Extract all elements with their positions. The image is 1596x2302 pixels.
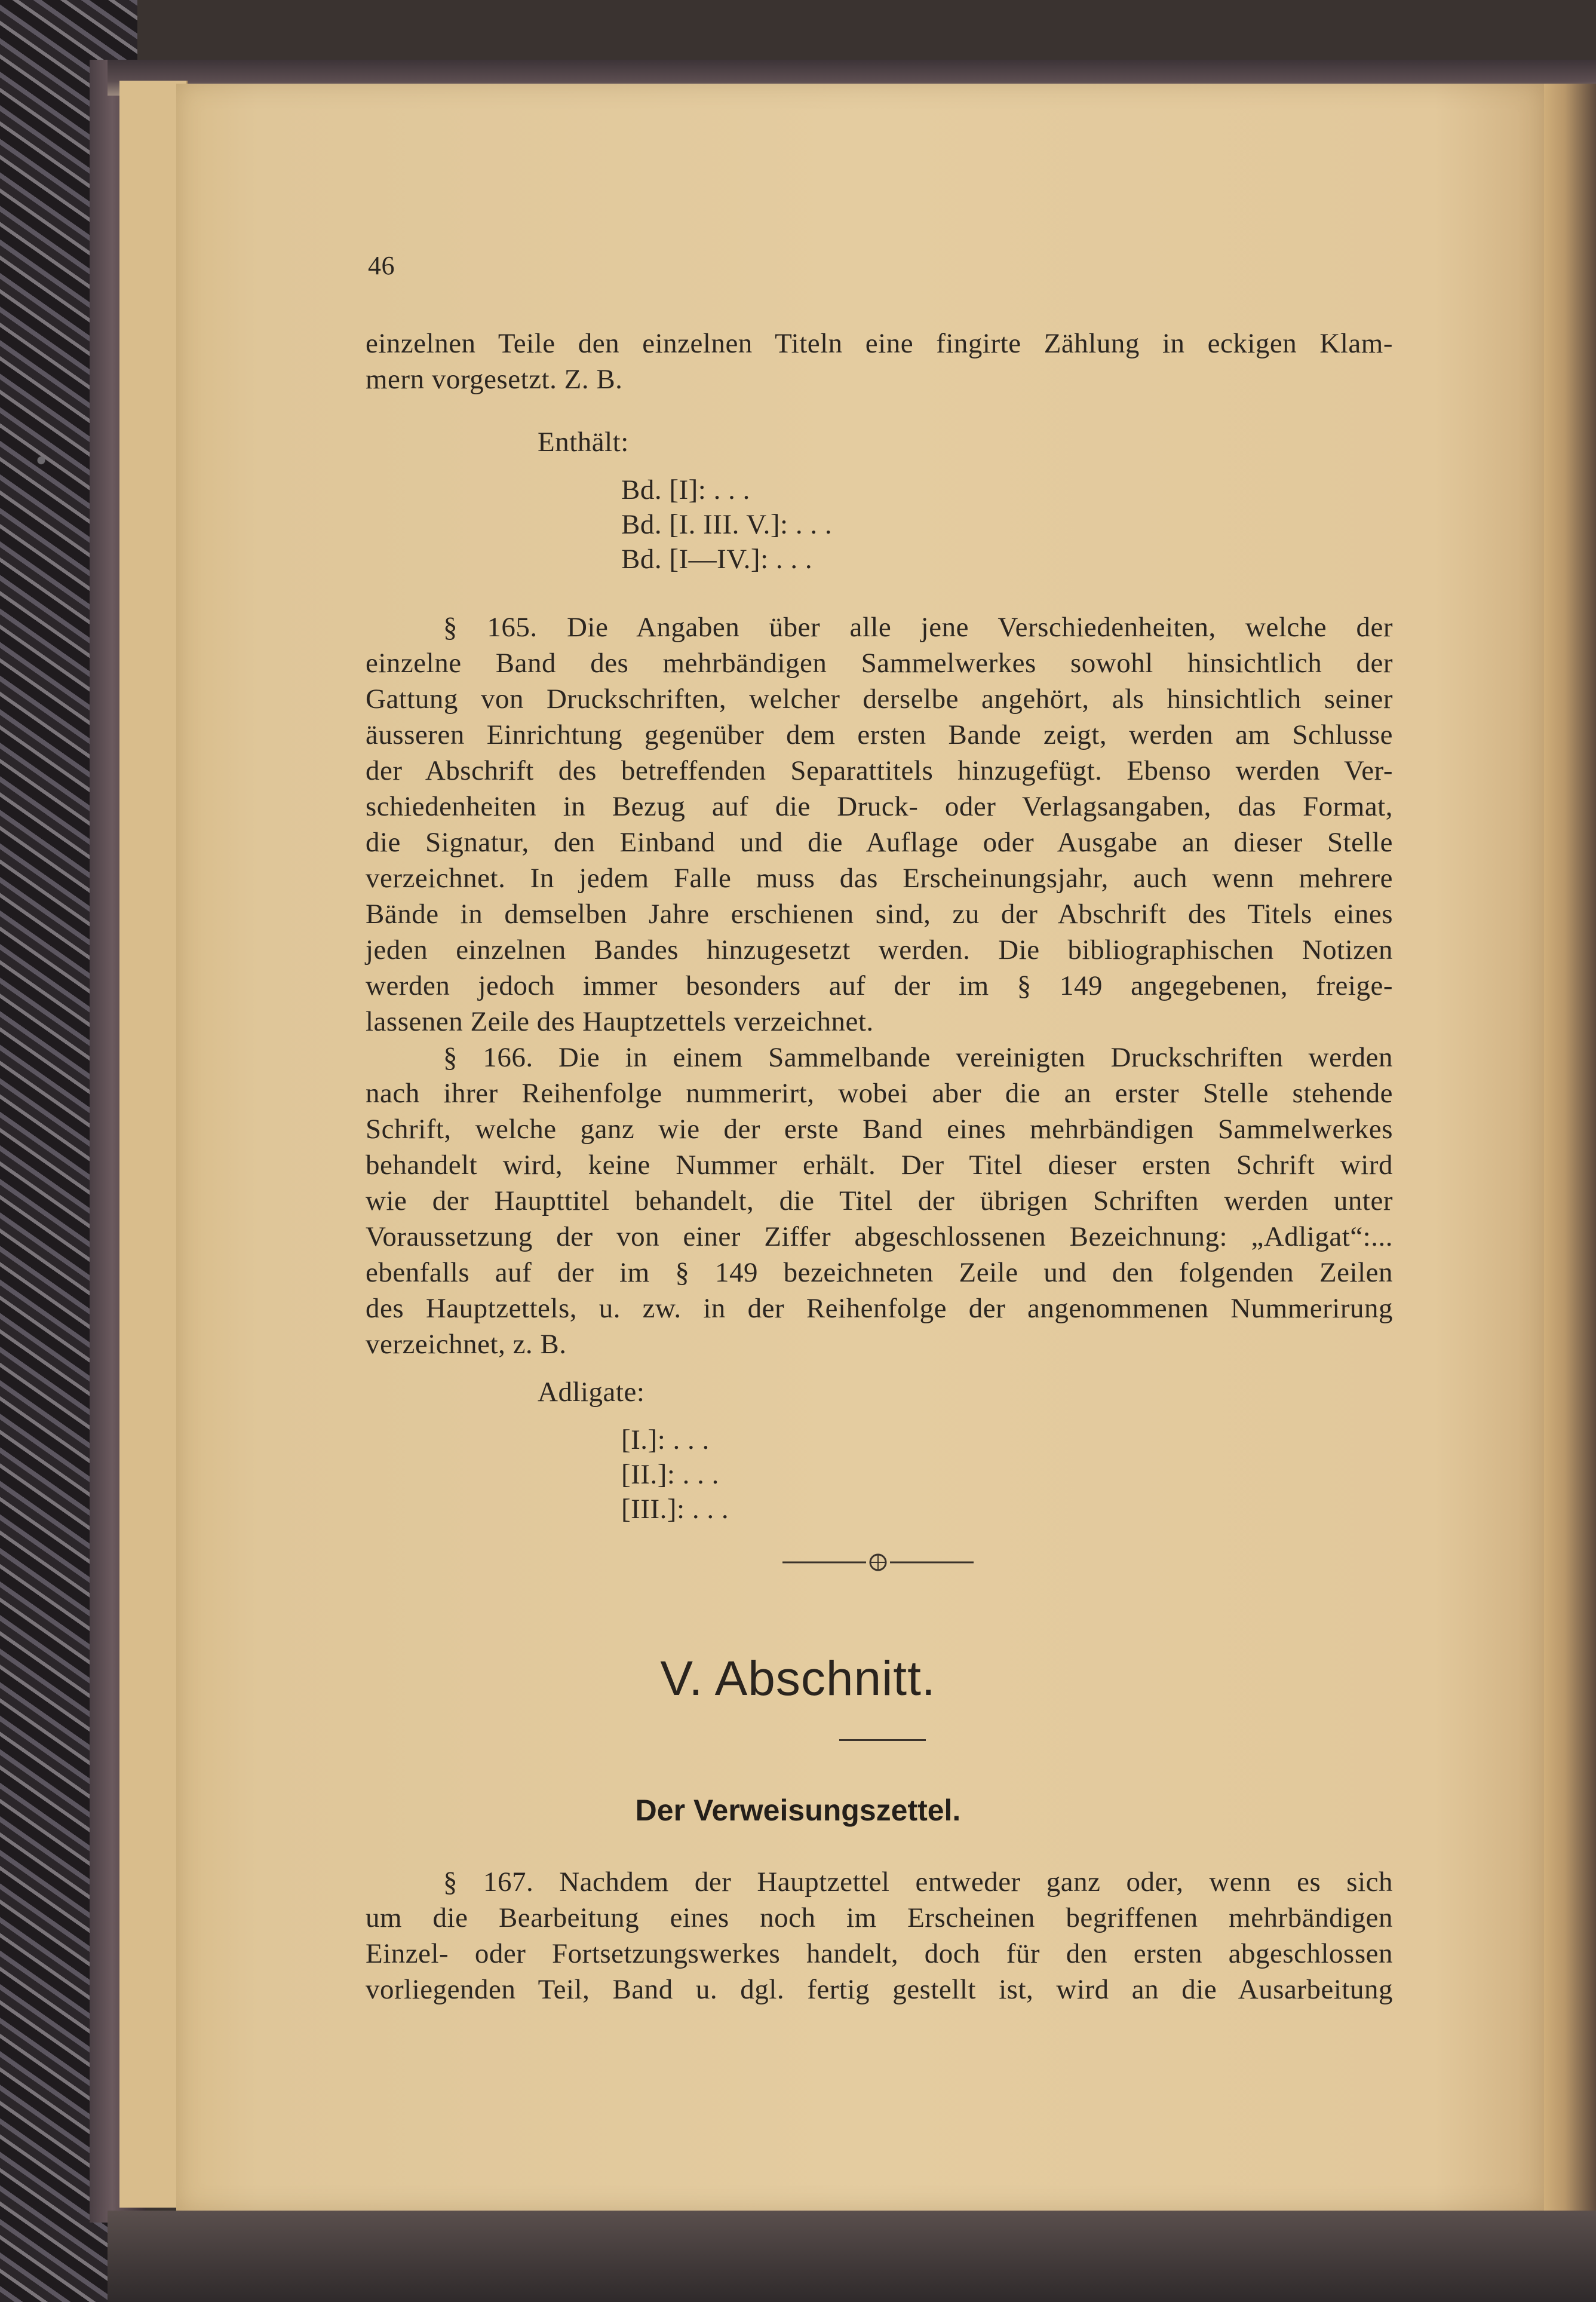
paragraph-166-line: des Hauptzettels, u. zw. in der Reihenfolge der angenommenen Nummerirung [366, 1293, 1393, 1324]
text-line: einzelnen Teile den einzelnen Titeln eine fingirte Zählung in eckigen Klam- [366, 328, 1393, 359]
book-right-edge [1544, 84, 1596, 2246]
adligate-label: Adligate: [538, 1377, 645, 1408]
paragraph-167-line: um die Bearbeitung eines noch im Erscheinen begriffenen mehrbändigen [366, 1902, 1393, 1933]
paragraph-165-line: Gattung von Druckschriften, welcher derselbe angehört, als hinsichtlich seiner [366, 683, 1393, 715]
paragraph-165-line: jeden einzelnen Bandes hinzugesetzt werden. Die bibliographischen Notizen [366, 934, 1393, 965]
section-subheading: Der Verweisungszettel. [635, 1794, 961, 1827]
paragraph-166-line: behandelt wird, keine Nummer erhält. Der Titel dieser ersten Schrift wird [366, 1150, 1393, 1181]
paragraph-165-line: werden jedoch immer besonders auf der im § 149 angegebenen, freige- [366, 970, 1393, 1001]
paragraph-166-line: ebenfalls auf der im § 149 bezeichneten Zeile und den folgenden Zeilen [366, 1257, 1393, 1288]
text-line: mern vorgesetzt. Z. B. [366, 364, 623, 395]
paragraph-165-line: äusseren Einrichtung gegenüber dem ersten Bande zeigt, werden am Schlusse [366, 719, 1393, 750]
paragraph-165-line: der Abschrift des betreffenden Separattitels hinzugefügt. Ebenso werden Ver- [366, 755, 1393, 786]
paragraph-166-line: wie der Haupttitel behandelt, die Titel der übrigen Schriften werden unter [366, 1185, 1393, 1216]
volume-entry: Bd. [I]: . . . [621, 474, 750, 505]
adligat-entry: [II.]: . . . [621, 1459, 719, 1490]
paragraph-167-line: § 167. Nachdem der Hauptzettel entweder ganz oder, wenn es sich [443, 1866, 1393, 1898]
volume-entry: Bd. [I—IV.]: . . . [621, 544, 813, 575]
volume-entry: Bd. [I. III. V.]: . . . [621, 509, 833, 540]
paragraph-165-line: § 165. Die Angaben über alle jene Verschiedenheiten, welche der [443, 612, 1393, 643]
paragraph-165-line: schiedenheiten in Bezug auf die Druck- oder Verlagsangaben, das Format, [366, 791, 1393, 822]
paragraph-167-line: Einzel- oder Fortsetzungswerkes handelt, doch für den ersten abgeschlossen [366, 1938, 1393, 1969]
paragraph-167-line: vorliegenden Teil, Band u. dgl. fertig gestellt ist, wird an die Ausarbeitung [366, 1974, 1393, 2005]
adligat-entry: [III.]: . . . [621, 1494, 729, 1525]
adligat-entry: [I.]: . . . [621, 1424, 710, 1455]
paragraph-165-line: die Signatur, den Einband und die Auflage oder Ausgabe an dieser Stelle [366, 827, 1393, 858]
paragraph-165-line: einzelne Band des mehrbändigen Sammelwerkes sowohl hinsichtlich der [366, 648, 1393, 679]
enthaelt-label: Enthält: [538, 427, 629, 458]
paragraph-165-line: lassenen Zeile des Hauptzettels verzeichnet. [366, 1006, 874, 1037]
paragraph-166-line: verzeichnet, z. B. [366, 1329, 567, 1360]
paragraph-165-line: verzeichnet. In jedem Falle muss das Erscheinungsjahr, auch wenn mehrere [366, 863, 1393, 894]
paragraph-165-line: Bände in demselben Jahre erschienen sind, zu der Abschrift des Titels eines [366, 899, 1393, 930]
section-heading: V. Abschnitt. [660, 1651, 936, 1706]
paragraph-166-line: § 166. Die in einem Sammelbande vereinigten Druckschriften werden [443, 1042, 1393, 1073]
paragraph-166-line: nach ihrer Reihenfolge nummerirt, wobei aber die an erster Stelle stehende [366, 1078, 1393, 1109]
section-divider-ornament [782, 1550, 974, 1574]
page-number: 46 [368, 251, 395, 280]
paragraph-166-line: Voraussetzung der von einer Ziffer abgeschlossenen Bezeichnung: „Adligat“:... [366, 1221, 1393, 1252]
book-bottom-edge [108, 2211, 1596, 2302]
paragraph-166-line: Schrift, welche ganz wie der erste Band eines mehrbändigen Sammelwerkes [366, 1114, 1393, 1145]
heading-rule [839, 1739, 926, 1741]
